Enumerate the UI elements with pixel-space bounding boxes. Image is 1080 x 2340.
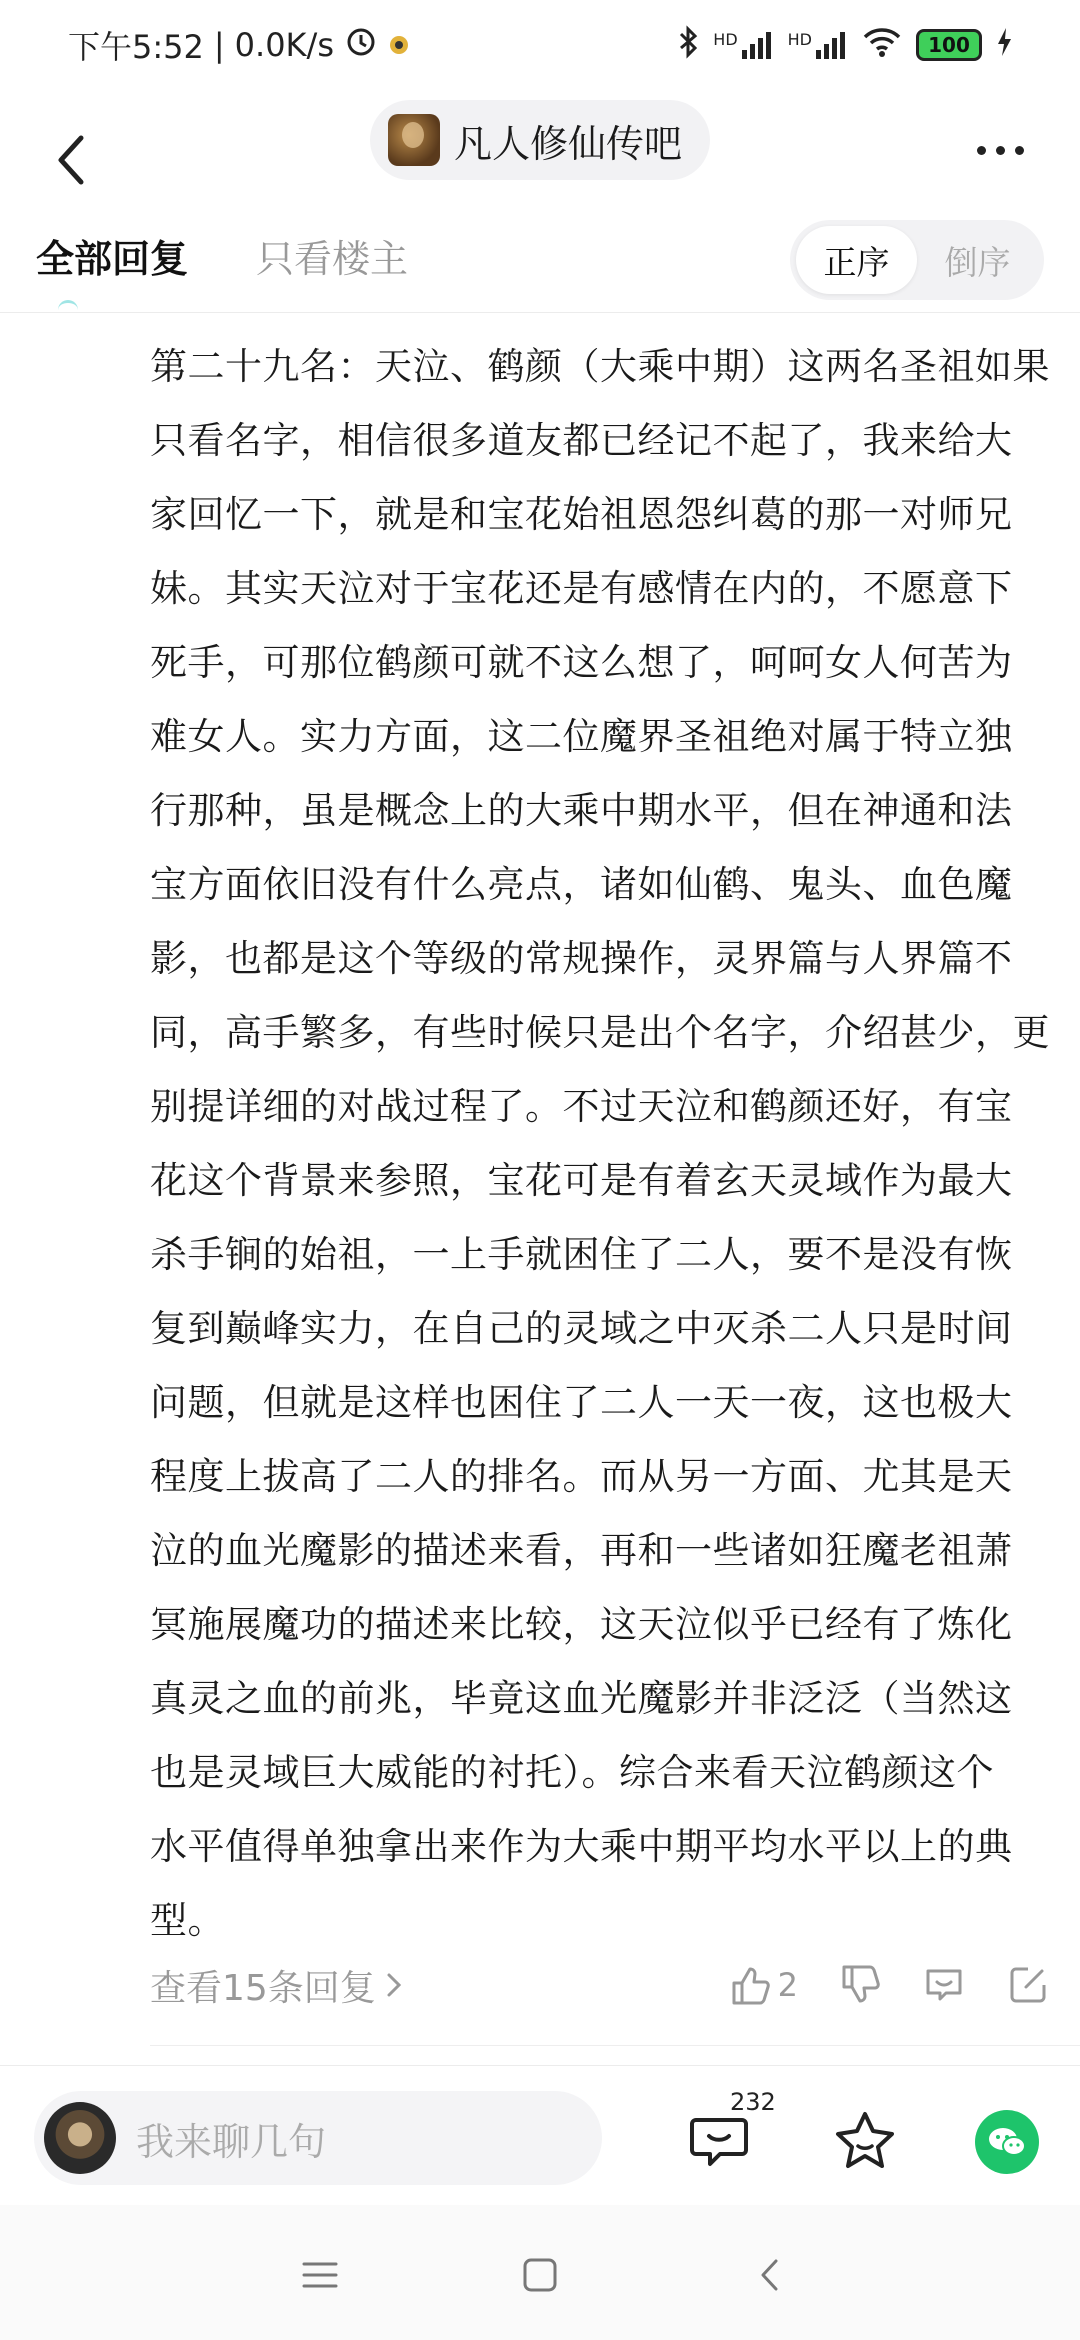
forum-avatar xyxy=(388,114,440,166)
post-line: 型。 xyxy=(150,1899,225,1942)
post-line: 宝方面依旧没有什么亮点，诸如仙鹤、鬼头、血色魔 xyxy=(150,863,1013,906)
tab-op-only[interactable]: 只看楼主 xyxy=(256,237,409,281)
wechat-icon xyxy=(987,2125,1027,2159)
like-count: 2 xyxy=(777,1966,798,2004)
post-line: 难女人。实力方面，这二位魔界圣祖绝对属于特立独 xyxy=(150,715,1013,758)
post-line: 问题，但就是这样也困住了二人一天一夜，这也极大 xyxy=(150,1381,1013,1424)
status-speed: 0.0K/s xyxy=(234,26,334,64)
nav-home-button[interactable] xyxy=(510,2245,570,2305)
share-button[interactable] xyxy=(1006,1963,1050,2007)
back-button[interactable] xyxy=(40,120,100,200)
status-separator: | xyxy=(213,26,225,64)
post-line: 妹。其实天泣对于宝花还是有感情在内的，不愿意下 xyxy=(150,567,1013,610)
status-bar xyxy=(0,0,1080,90)
post-line: 家回忆一下，就是和宝花始祖恩怨纠葛的那一对师兄 xyxy=(150,493,1013,536)
post-line: 水平值得单独拿出来作为大乘中期平均水平以上的典 xyxy=(150,1825,1013,1868)
share-edit-icon xyxy=(1006,1963,1050,2007)
comment-icon xyxy=(684,2106,754,2176)
post-line: 复到巅峰实力，在自己的灵域之中灭杀二人只是时间 xyxy=(150,1307,1013,1350)
status-left xyxy=(68,22,410,68)
post-line: 泣的血光魔影的描述来看，再和一些诸如狂魔老祖萧 xyxy=(150,1529,1013,1572)
chevron-right-icon xyxy=(386,1971,402,1999)
more-dot-icon xyxy=(996,146,1005,155)
reply-button[interactable] xyxy=(922,1963,966,2007)
more-options-button[interactable] xyxy=(960,110,1040,190)
view-replies-label: 查看15条回复 xyxy=(150,1967,376,2009)
post-line: 也是灵域巨大威能的衬托）。综合来看天泣鹤颜这个 xyxy=(150,1751,994,1794)
more-dot-icon xyxy=(977,146,986,155)
charging-icon xyxy=(996,27,1012,63)
dislike-button[interactable] xyxy=(838,1963,882,2007)
signal-label-1: HD xyxy=(713,30,738,49)
user-avatar xyxy=(44,2102,116,2174)
battery-indicator: 100 xyxy=(916,29,982,61)
alarm-icon xyxy=(344,24,378,66)
post-line: 程度上拔高了二人的排名。而从另一方面、尤其是天 xyxy=(150,1455,1013,1498)
post-line: 死手，可那位鹤颜可就不这么想了，呵呵女人何苦为 xyxy=(150,641,1013,684)
post-line: 第二十九名：天泣、鹤颜（大乘中期）这两名圣祖如果 xyxy=(150,345,1050,388)
post-line: 杀手锏的始祖，一上手就困住了二人，要不是没有恢 xyxy=(150,1233,1013,1276)
bottom-bar xyxy=(0,2065,1080,2205)
view-replies-link[interactable] xyxy=(150,1960,402,2011)
chat-bubble-icon xyxy=(922,1963,966,2007)
favorite-button[interactable] xyxy=(830,2106,900,2176)
wechat-share-button[interactable] xyxy=(975,2110,1039,2174)
sort-toggle xyxy=(790,220,1044,300)
tab-all-replies[interactable]: 全部回复 xyxy=(36,237,189,281)
reaction-group xyxy=(728,1963,1050,2007)
status-right xyxy=(677,25,1012,65)
post-line: 只看名字，相信很多道友都已经记不起了，我来给大 xyxy=(150,419,1013,462)
star-icon xyxy=(830,2106,900,2176)
signal-label-2: HD xyxy=(787,30,812,49)
forum-title-pill[interactable] xyxy=(370,100,710,180)
reply-tabs xyxy=(0,220,1080,310)
post-line: 冥施展魔功的描述来比较，这天泣似乎已经有了炼化 xyxy=(150,1603,1013,1646)
post-actions xyxy=(150,1955,1050,2015)
nav-back-icon xyxy=(758,2257,782,2293)
app-notification-icon xyxy=(388,26,410,64)
post-line: 花这个背景来参照，宝花可是有着玄天灵域作为最大 xyxy=(150,1159,1013,1202)
comment-count-badge: 232 xyxy=(730,2088,776,2116)
thumbs-up-icon xyxy=(728,1963,772,2007)
comment-input-placeholder: 我来聊几句 xyxy=(136,2119,327,2164)
forum-name: 凡人修仙传吧 xyxy=(454,121,683,166)
thumbs-down-icon xyxy=(838,1963,882,2007)
nav-menu-button[interactable] xyxy=(290,2245,350,2305)
signal-icon-2 xyxy=(788,30,848,60)
nav-back-button[interactable] xyxy=(740,2245,800,2305)
post-line: 别提详细的对战过程了。不过天泣和鹤颜还好，有宝 xyxy=(150,1085,1013,1128)
sort-ascending-button[interactable]: 正序 xyxy=(796,226,917,294)
post-line: 真灵之血的前兆，毕竟这血光魔影并非泛泛（当然这 xyxy=(150,1677,1013,1720)
like-button[interactable] xyxy=(728,1963,798,2007)
wifi-icon xyxy=(862,26,902,64)
avatar-sliver xyxy=(58,300,78,314)
post-line: 行那种，虽是概念上的大乘中期水平，但在神通和法 xyxy=(150,789,1013,832)
chevron-left-icon xyxy=(55,134,85,186)
post-line: 影，也都是这个等级的常规操作，灵界篇与人界篇不 xyxy=(150,937,1013,980)
more-dot-icon xyxy=(1015,146,1024,155)
top-header xyxy=(0,90,1080,230)
actions-divider xyxy=(150,2045,1080,2046)
menu-icon xyxy=(302,2260,338,2290)
comments-button[interactable] xyxy=(684,2106,754,2176)
status-time: 下午5:52 xyxy=(68,28,204,66)
tab-divider xyxy=(0,312,1080,313)
signal-icon-1 xyxy=(713,30,773,60)
post-body xyxy=(150,330,1050,1958)
sort-descending-button[interactable]: 倒序 xyxy=(944,242,1011,282)
home-square-icon xyxy=(522,2257,558,2293)
comment-input[interactable] xyxy=(34,2091,602,2185)
post-line: 同，高手繁多，有些时候只是出个名字，介绍甚少，更 xyxy=(150,1011,1050,1054)
system-nav-bar xyxy=(0,2205,1080,2340)
bluetooth-icon xyxy=(677,25,699,65)
